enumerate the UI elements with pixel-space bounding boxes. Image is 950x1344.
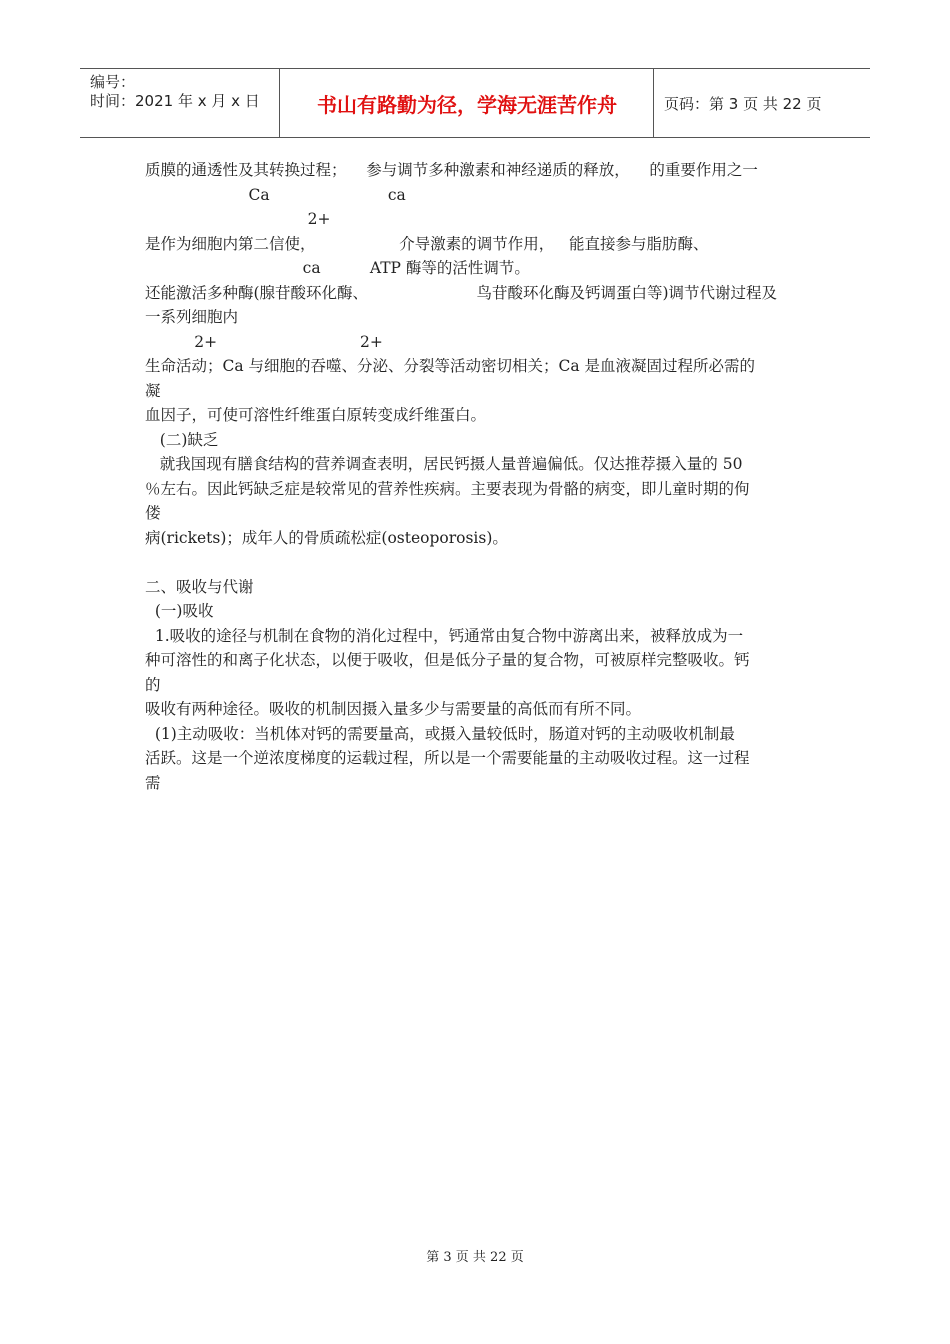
- text-line: 1.吸收的途径与机制在食物的消化过程中，钙通常由复合物中游离出来，被释放成为一: [145, 626, 744, 645]
- page-header: [80, 68, 870, 138]
- text-line: (一)吸收: [145, 602, 214, 620]
- text-line: 活跃。这是一个逆浓度梯度的运载过程，所以是一个需要能量的主动吸收过程。这一过程: [145, 749, 750, 767]
- text-line: 生命活动；Ca 与细胞的吞噬、分泌、分裂等活动密切相关；Ca 是血液凝固过程所必需的: [145, 357, 756, 375]
- text-line: 吸收有两种途径。吸收的机制因摄入量多少与需要量的高低而有所不同。: [145, 700, 642, 718]
- text-line: 病(rickets)；成年人的骨质疏松症(osteoporosis)。: [145, 528, 508, 547]
- text-line: 偻: [145, 504, 161, 522]
- text-line: 需: [145, 773, 161, 792]
- header-page-info: 页码：第 3 页 共 22 页: [664, 94, 822, 113]
- text-line: 就我国现有膳食结构的营养调查表明，居民钙摄人量普遍偏低。仅达推荐摄入量的 50: [145, 455, 743, 473]
- text-line: 是作为细胞内第二信使， 介导激素的调节作用， 能直接参与脂肪酶、: [145, 234, 709, 253]
- text-line: [145, 550, 813, 575]
- text-line: 一系列细胞内: [145, 308, 239, 326]
- text-line: 还能激活多种酶(腺苷酸环化酶、 鸟苷酸环化酶及钙调蛋白等)调节代谢过程及: [145, 283, 777, 302]
- page-footer: 第 3 页 共 22 页: [426, 1250, 524, 1265]
- text-line: 二、吸收与代谢: [145, 577, 254, 596]
- text-line: 的: [145, 675, 161, 694]
- text-line: (1)主动吸收：当机体对钙的需要量高，或摄入量较低时，肠道对钙的主动吸收机制最: [145, 724, 735, 743]
- text-line: (二)缺乏: [145, 430, 219, 449]
- header-meta: [80, 69, 280, 137]
- text-line: 质膜的通透性及其转换过程； 参与调节多种激素和神经递质的释放， 的重要作用之一: [145, 161, 758, 179]
- date-line: 时间：2021 年 x 月 x 日: [90, 92, 260, 110]
- text-line: 血因子，可使可溶性纤维蛋白原转变成纤维蛋白。: [145, 406, 487, 424]
- text-line: 2+: [145, 210, 331, 228]
- header-motto: 书山有路勤为径，学海无涯苦作舟: [281, 69, 654, 137]
- text-line: Ca ca: [145, 185, 406, 204]
- text-line: 种可溶性的和离子化状态，以便于吸收，但是低分子量的复合物，可被原样完整吸收。钙: [145, 651, 750, 669]
- text-line: 凝: [145, 381, 161, 400]
- text-line: 2+ 2+: [145, 332, 383, 351]
- text-line: ca ATP 酶等的活性调节。: [145, 259, 530, 277]
- document-body: [145, 158, 813, 795]
- serial-label: 编号：: [90, 73, 136, 91]
- text-line: ％左右。因此钙缺乏症是较常见的营养性疾病。主要表现为骨骼的病变，即儿童时期的佝: [145, 479, 750, 498]
